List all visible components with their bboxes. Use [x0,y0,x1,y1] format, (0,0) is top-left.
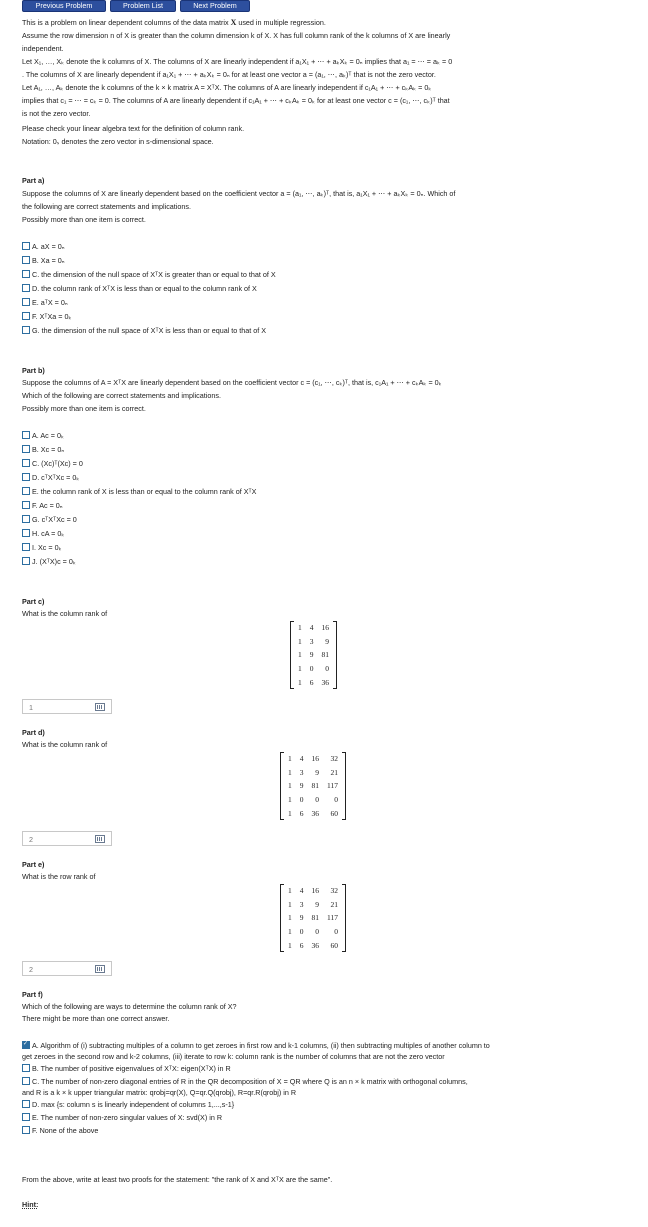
checkbox[interactable] [22,298,30,306]
part-f-option-c[interactable] [22,1077,468,1086]
part-d-answer-input[interactable]: 2 [22,831,112,846]
part-f-option-a-cont: get zeroes in the second row and k-2 columns, (iii) iterate to row k: column rank is the number of columns that are not the zero vector [22,1052,445,1061]
matrix-cell: 1 [288,899,292,909]
matrix-cell: 1 [288,795,292,805]
checkbox[interactable] [22,312,30,320]
part-a-option-g[interactable] [22,326,266,335]
matrix-row [284,898,342,912]
part-f-option-c-cont: and R is a k × k upper triangular matrix: qrobj=qr(X), Q=qr.Q(qrobj), R=qr.R(qrobj) in R [22,1088,297,1097]
matrix-row [284,938,342,952]
matrix-cell: 36 [311,808,319,818]
matrix-cell: 4 [299,754,304,764]
part-c-question: What is the column rank of [22,609,108,618]
checkbox[interactable] [22,284,30,292]
matrix-cell: 0 [299,927,304,937]
part-e-matrix [280,884,346,952]
part-b-note: Possibly more than one item is correct. [22,404,146,413]
option-label: E. aᵀX = 0ₙ [32,298,68,307]
matrix-row [284,766,342,780]
option-label: B. The number of positive eigenvalues of XᵀX: eigen(XᵀX) in R [32,1064,231,1073]
option-label: J. (XᵀX)c = 0ₖ [32,557,76,566]
checkbox[interactable] [22,1100,30,1108]
part-d-title: Part d) [22,728,45,737]
checkbox[interactable] [22,1077,30,1085]
part-a-option-d[interactable] [22,284,257,293]
matrix-row [284,884,342,898]
checkbox[interactable] [22,557,30,565]
matrix-cell: 81 [311,913,319,923]
matrix-cell: 0 [334,795,338,805]
matrix-cell: 1 [288,808,292,818]
checkbox[interactable] [22,1064,30,1072]
part-b-option-j[interactable] [22,557,76,566]
matrix-cell: 1 [288,781,292,791]
matrix-cell: 3 [299,899,304,909]
answer-preview-icon[interactable] [95,835,105,843]
option-label: B. Xa = 0ₙ [32,256,65,265]
option-label: G. the dimension of the null space of XᵀX is less than or equal to that of X [32,326,267,335]
option-label: D. cᵀXᵀXc = 0ₖ [32,473,80,482]
previous-problem-button[interactable]: Previous Problem [22,0,106,12]
checkbox[interactable] [22,459,30,467]
part-b-option-d[interactable] [22,473,79,482]
matrix-row [284,806,342,820]
matrix-row [294,662,333,676]
part-d-question: What is the column rank of [22,740,108,749]
answer-preview-icon[interactable] [95,965,105,973]
matrix-cell: 60 [330,808,338,818]
matrix-cell: 1 [298,636,302,646]
hint-link[interactable]: Hint: [22,1200,39,1209]
intro-line-3: independent. [22,44,64,53]
matrix-cell: 0 [299,795,304,805]
matrix-cell: 4 [299,886,304,896]
part-d-matrix [280,752,346,820]
matrix-cell: 16 [311,754,319,764]
part-b-option-g[interactable] [22,515,77,524]
matrix-row [284,752,342,766]
part-a-option-c[interactable] [22,270,276,279]
matrix-cell: 6 [299,808,304,818]
part-a-option-b[interactable] [22,256,65,265]
matrix-cell: 1 [288,767,292,777]
part-c-matrix [290,621,337,689]
part-a-note: Possibly more than one item is correct. [22,215,146,224]
intro-line-1: This is a problem on linear dependent columns of the data matrix X used in multiple regression. [22,18,326,27]
part-b-option-b[interactable] [22,445,64,454]
matrix-cell: 3 [309,636,314,646]
checkbox[interactable] [22,529,30,537]
matrix-cell: 1 [298,677,302,687]
matrix-row [294,675,333,689]
matrix-cell: 1 [298,650,302,660]
matrix-cell: 16 [311,886,319,896]
matrix-cell: 1 [288,927,292,937]
checkbox[interactable] [22,445,30,453]
part-a-option-f[interactable] [22,312,72,321]
matrix-cell: 0 [325,664,329,674]
intro-line-2: Assume the row dimension n of X is greater than the column dimension k of X. X has full column rank of the k columns of X are linearly [22,31,451,40]
matrix-cell: 3 [299,767,304,777]
option-label: F. XᵀXa = 0ₖ [32,312,72,321]
matrix-row [284,911,342,925]
part-e-answer-input[interactable]: 2 [22,961,112,976]
matrix-row [284,779,342,793]
part-f-option-e[interactable] [22,1113,222,1122]
checkbox[interactable] [22,515,30,523]
intro-line-6: Let A₁, …, Aₖ denote the k columns of the k × k matrix A = XᵀX. The columns of A are linearly independent if c₁A₁ + ⋯ + cₖAₖ = 0ₖ [22,83,432,92]
checkbox[interactable] [22,1126,30,1134]
checkbox[interactable] [22,270,30,278]
option-label: B. Xc = 0ₙ [32,445,65,454]
matrix-cell: 1 [298,623,302,633]
matrix-cell: 9 [325,636,329,646]
matrix-row [284,925,342,939]
checkbox[interactable] [22,487,30,495]
intro-line-7: implies that c₁ = ⋯ = cₖ = 0. The columns of A are linearly dependent if c₁A₁ + ⋯ + cₖAₖ = 0ₖ for at least one vector c = (c₁, ⋯, cₖ)ᵀ that [22,96,450,105]
part-f-option-a[interactable] [22,1041,490,1050]
part-b-question-1: Suppose the columns of A = XᵀX are linearly dependent based on the coefficient vector c = (c₁, ⋯, cₖ)ᵀ, that is, c₁A₁ + ⋯ + cₖAₖ = 0ₖ [22,378,442,387]
checkbox[interactable] [22,473,30,481]
part-b-option-h[interactable] [22,529,64,538]
part-f-option-b[interactable] [22,1064,231,1073]
part-c-answer-input[interactable]: 1 [22,699,112,714]
problem-list-button[interactable]: Problem List [110,0,176,12]
matrix-row [284,793,342,807]
matrix-cell: 1 [288,913,292,923]
answer-preview-icon[interactable] [95,703,105,711]
part-f-title: Part f) [22,990,43,999]
option-label: G. cᵀXᵀXc = 0 [32,515,77,524]
option-label: E. The number of non-zero singular values of X: svd(X) in R [32,1113,223,1122]
matrix-cell: 117 [327,781,338,791]
matrix-cell: 9 [315,899,319,909]
option-label: F. Ac = 0ₙ [32,501,63,510]
proof-statement: From the above, write at least two proofs for the statement: "the rank of X and XᵀX are the same". [22,1175,333,1184]
checkbox[interactable] [22,1113,30,1121]
checkbox[interactable] [22,256,30,264]
intro-notation: Notation: 0ₛ denotes the zero vector in s-dimensional space. [22,137,214,146]
option-label: A. Algorithm of (i) subtracting multiples of a column to get zeroes in first row and k-1 columns, (ii) then subtracting multiples of another column to [32,1041,490,1050]
part-e-title: Part e) [22,860,45,869]
intro-line-8: is not the zero vector. [22,109,91,118]
matrix-cell: 9 [315,767,319,777]
part-f-option-f[interactable] [22,1126,98,1135]
part-b-option-a[interactable] [22,431,64,440]
checkbox[interactable] [22,543,30,551]
option-label: D. the column rank of XᵀX is less than or equal to the column rank of X [32,284,257,293]
matrix-cell: 36 [311,940,319,950]
matrix-cell: 1 [288,886,292,896]
option-label: C. The number of non-zero diagonal entries of R in the QR decomposition of X = QR where Q is an n × k matrix with orthogonal columns, [32,1077,468,1086]
part-e-question: What is the row rank of [22,872,96,881]
matrix-cell: 9 [309,650,314,660]
option-label: C. (Xc)ᵀ(Xc) = 0 [32,459,83,468]
matrix-cell: 1 [298,664,302,674]
part-f-question-1: Which of the following are ways to determine the column rank of X? [22,1002,237,1011]
matrix-cell: 1 [288,940,292,950]
matrix-row [294,621,333,635]
part-a-question-1: Suppose the columns of X are linearly dependent based on the coefficient vector a = (a₁, ⋯, aₖ)ᵀ, that is, a₁X₁ + ⋯ + aₖXₖ = 0ₙ. Which of [22,189,456,198]
matrix-cell: 6 [299,940,304,950]
option-label: A. aX = 0ₙ [32,242,65,251]
matrix-cell: 117 [327,913,338,923]
matrix-cell: 4 [309,623,314,633]
intro-line-4: Let X₁, …, Xₖ denote the k columns of X. The columns of X are linearly independent if a₁X₁ + ⋯ + aₖXₖ = 0ₙ implies that a₁ = ⋯ = aₖ = 0 [22,57,453,66]
matrix-cell: 1 [288,754,292,764]
part-b-question-2: Which of the following are correct statements and implications. [22,391,221,400]
part-f-note: There might be more than one correct answer. [22,1014,170,1023]
matrix-cell: 81 [321,650,329,660]
checkbox[interactable] [22,242,30,250]
option-label: E. the column rank of X is less than or equal to the column rank of XᵀX [32,487,257,496]
checkbox[interactable] [22,326,30,334]
part-a-title: Part a) [22,176,45,185]
matrix-cell: 60 [330,940,338,950]
matrix-cell: 21 [330,899,338,909]
part-b-option-i[interactable] [22,543,62,552]
matrix-cell: 0 [309,664,314,674]
matrix-cell: 32 [330,754,338,764]
part-b-option-c[interactable] [22,459,83,468]
part-c-title: Part c) [22,597,45,606]
matrix-cell: 32 [330,886,338,896]
matrix-cell: 21 [330,767,338,777]
part-a-question-2: the following are correct statements and implications. [22,202,191,211]
matrix-cell: 36 [321,677,329,687]
next-problem-button[interactable]: Next Problem [180,0,250,12]
intro-line-9: Please check your linear algebra text for the definition of column rank. [22,124,245,133]
matrix-cell: 0 [315,927,319,937]
matrix-row [294,635,333,649]
matrix-cell: 0 [315,795,319,805]
problem-navbar [0,0,648,12]
matrix-cell: 0 [334,927,338,937]
matrix-cell: 9 [299,781,304,791]
part-a-option-a[interactable] [22,242,65,251]
matrix-cell: 9 [299,913,304,923]
checkbox[interactable] [22,431,30,439]
option-label: C. the dimension of the null space of XᵀX is greater than or equal to that of X [32,270,276,279]
part-f-option-d[interactable] [22,1100,234,1109]
part-b-title: Part b) [22,366,45,375]
part-a-option-e[interactable] [22,298,68,307]
option-label: F. None of the above [32,1126,99,1135]
matrix-row [294,648,333,662]
checkbox-checked[interactable] [22,1041,30,1049]
option-label: D. max {s: column s is linearly independent of columns 1,...,s-1} [32,1100,235,1109]
matrix-cell: 16 [321,623,329,633]
option-label: H. cA = 0ₖ [32,529,65,538]
part-b-option-f[interactable] [22,501,63,510]
matrix-cell: 81 [311,781,319,791]
intro-line-5: . The columns of X are linearly dependent if a₁X₁ + ⋯ + aₖXₖ = 0ₙ for at least one vector a = (a₁, ⋯, aₖ)ᵀ that is not the zero vector. [22,70,436,79]
option-label: I. Xc = 0ₖ [32,543,62,552]
part-b-option-e[interactable] [22,487,256,496]
matrix-cell: 6 [309,677,314,687]
checkbox[interactable] [22,501,30,509]
option-label: A. Ac = 0ₖ [32,431,65,440]
